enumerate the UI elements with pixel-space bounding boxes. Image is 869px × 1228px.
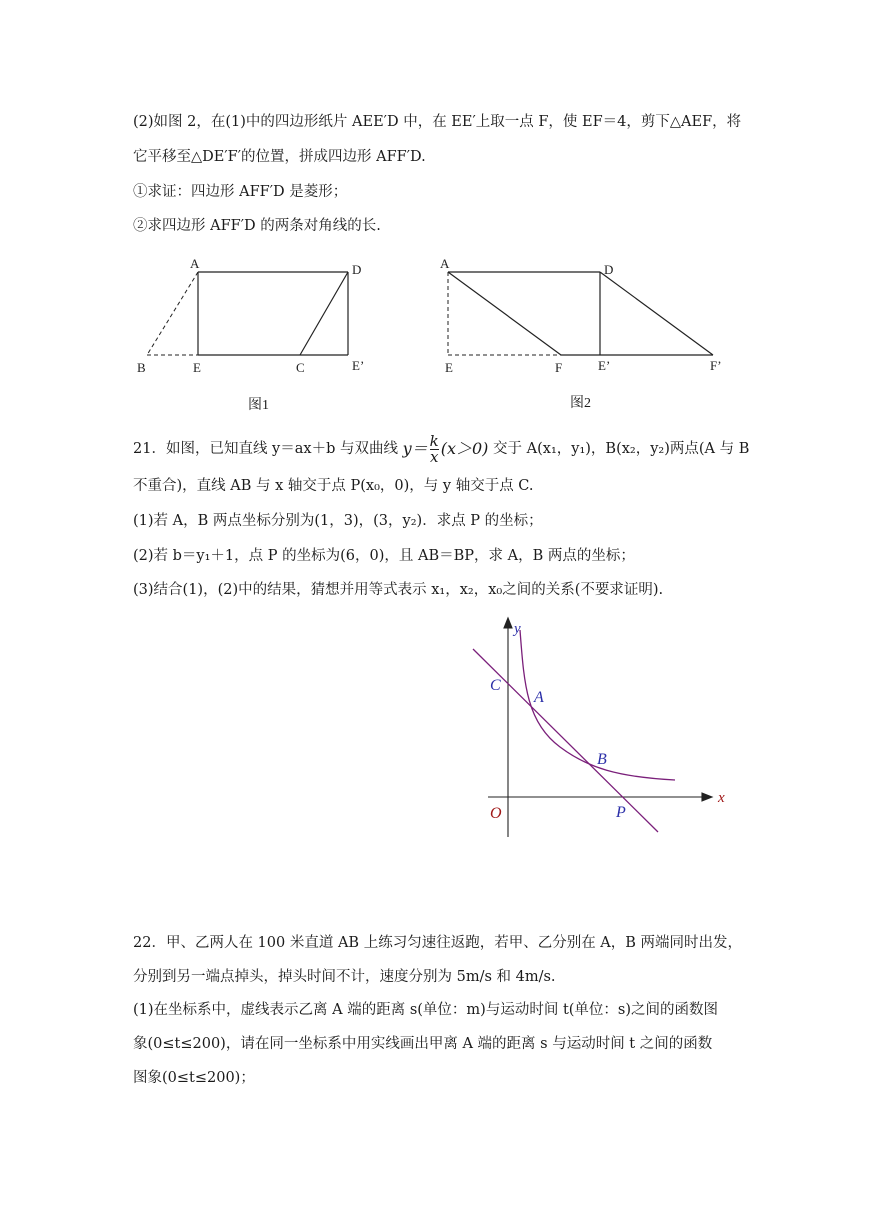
figure-2 [430, 250, 740, 380]
q21-eq-cond: (x＞0) [440, 439, 489, 458]
q21-part2: (2)若 b＝y₁＋1，点 P 的坐标为(6，0)，且 AB＝BP，求 A，B 两点的坐标； [133, 548, 635, 564]
q21-graph [468, 612, 758, 842]
q22-part1-line2: 象(0≤t≤200)，请在同一坐标系中用实线画出甲离 A 端的距离 s 与运动时间 t 之间的函数 [133, 1036, 713, 1052]
fig2-label-a: A [440, 256, 450, 271]
q21-part3: (3)结合(1)，(2)中的结果，猜想并用等式表示 x₁，x₂，x₀之间的关系(不要求证明). [133, 582, 664, 598]
q21-intro-a: 21．如图，已知直线 y＝ax＋b 与双曲线 [133, 441, 398, 457]
q20-part2-line2: 它平移至△DE′F′的位置，拼成四边形 AFF′D. [133, 149, 426, 165]
q20-part2-item2: ②求四边形 AFF′D 的两条对角线的长. [133, 218, 381, 234]
fig1-label-a: A [190, 256, 200, 271]
graph-label-a: A [534, 689, 544, 706]
graph-label-o: O [490, 805, 502, 822]
y-axis-arrow-icon [504, 618, 512, 628]
fig1-label-e-prime: E’ [352, 358, 365, 373]
fig2-label-d: D [604, 262, 614, 277]
q21-eq-y: y＝ [402, 439, 428, 458]
fig1-label-e: E [193, 360, 201, 375]
q21-intro-b: 交于 A(x₁，y₁)，B(x₂，y₂)两点(A 与 B [493, 441, 750, 457]
figure-1-caption: 图1 [248, 398, 269, 413]
q21-part1: (1)若 A，B 两点坐标分别为(1，3)，(3，y₂)．求点 P 的坐标； [133, 513, 543, 529]
fig2-label-e: E [445, 360, 453, 375]
q20-part2-item1: ①求证：四边形 AFF′D 是菱形； [133, 184, 348, 200]
figure-2-caption: 图2 [570, 396, 591, 411]
fig2-label-f: F [555, 360, 563, 375]
fig2-label-e-prime: E’ [598, 358, 611, 373]
q22-line1: 22．甲、乙两人在 100 米直道 AB 上练习匀速往返跑，若甲、乙分别在 A，B 两端同时出发， [133, 935, 743, 951]
fig2-label-f-prime: F’ [710, 358, 722, 373]
q21-frac-den: x [429, 447, 439, 466]
fig1-label-c: C [296, 360, 305, 375]
x-axis-arrow-icon [702, 793, 712, 801]
q22-part1-line3: 图象(0≤t≤200)； [133, 1070, 255, 1086]
q21-frac-num: k [429, 431, 439, 450]
figure-1 [130, 250, 380, 380]
fig1-label-b: B [137, 360, 146, 375]
q21-intro [133, 432, 749, 466]
q22-line2: 分别到另一端点掉头，掉头时间不计，速度分别为 5m/s 和 4m/s. [133, 969, 556, 985]
fig1-label-d: D [352, 262, 362, 277]
q22-part1-line1: (1)在坐标系中，虚线表示乙离 A 端的距离 s(单位：m)与运动时间 t(单位：s)之间的函数图 [133, 1002, 719, 1018]
graph-label-y: y [514, 621, 521, 637]
q21-fraction [429, 431, 439, 466]
graph-label-c: C [490, 677, 501, 694]
q20-part2-line1: (2)如图 2，在(1)中的四边形纸片 AEE′D 中，在 EE′上取一点 F，使 EF＝4，剪下△AEF，将 [133, 114, 742, 130]
q21-line2: 不重合)，直线 AB 与 x 轴交于点 P(x₀，0)，与 y 轴交于点 C. [133, 478, 534, 494]
graph-label-p: P [616, 804, 626, 821]
graph-label-x: x [718, 790, 725, 806]
graph-label-b: B [597, 751, 607, 768]
